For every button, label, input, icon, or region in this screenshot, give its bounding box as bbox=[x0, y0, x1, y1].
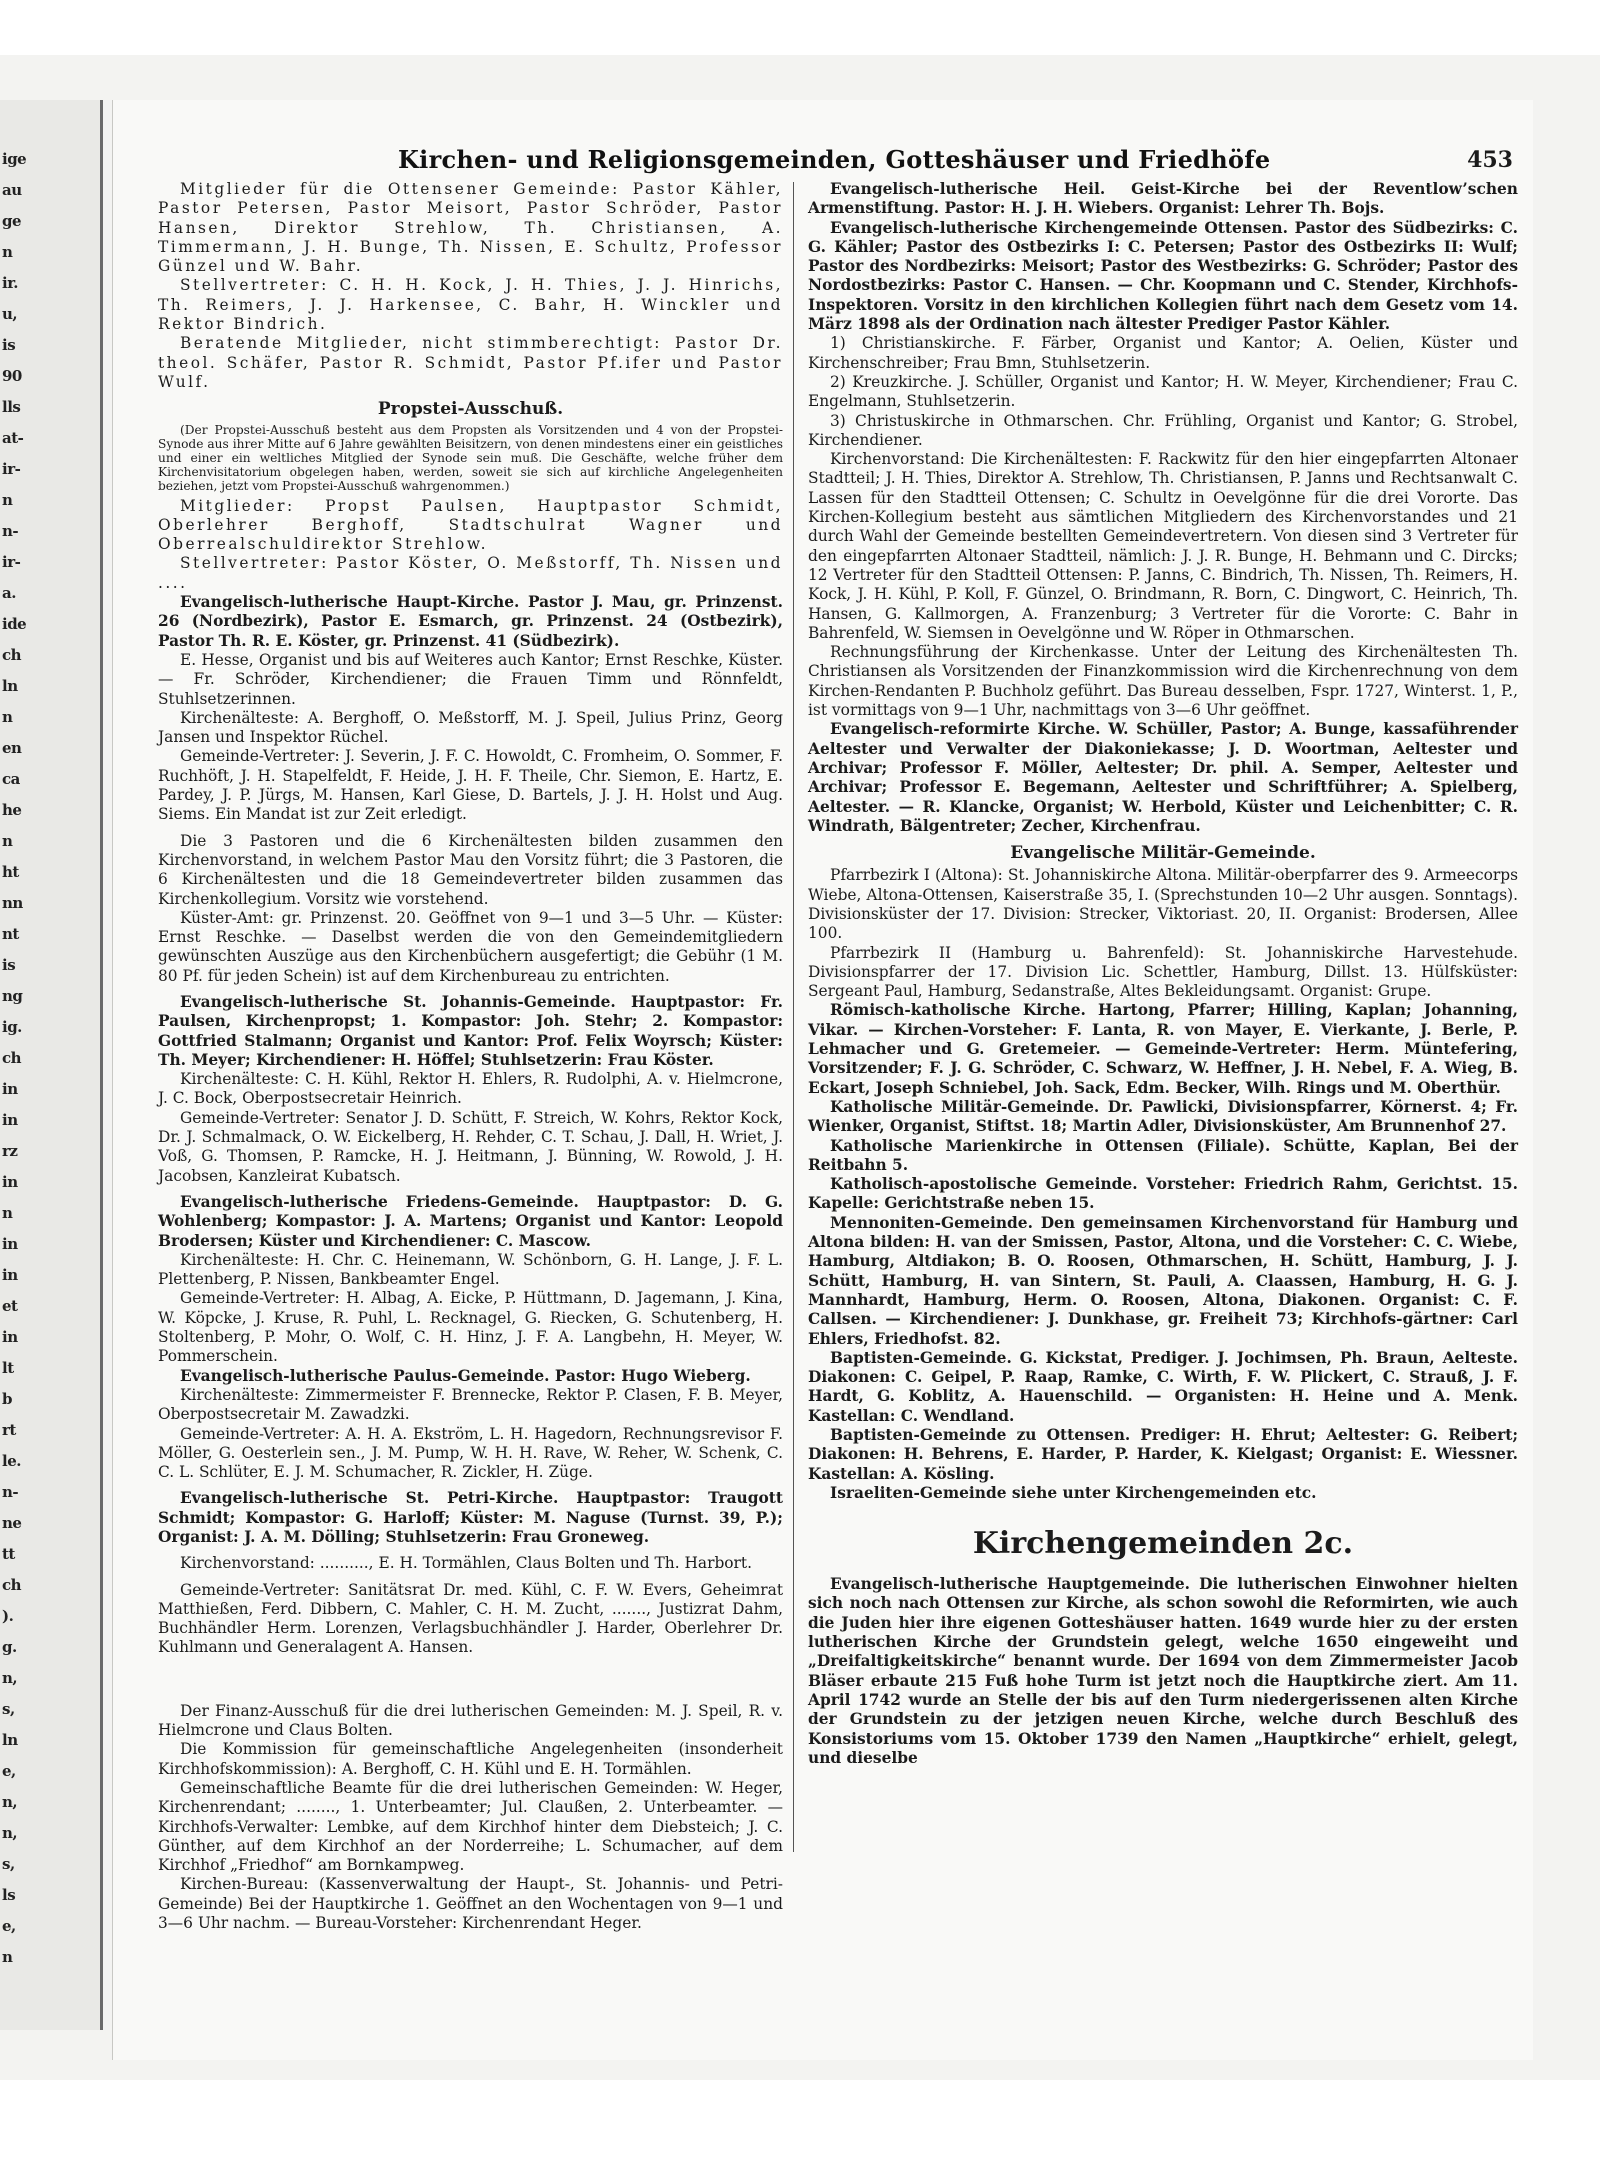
paragraph: Kirchenvorstand: .........., E. H. Tormählen, Claus Bolten und Th. Harbort. bbox=[180, 1554, 752, 1573]
strip-fragment: ir. bbox=[2, 274, 18, 292]
strip-fragment: le. bbox=[2, 1452, 21, 1470]
strip-fragment: ch bbox=[2, 646, 22, 664]
strip-fragment: n bbox=[2, 708, 13, 726]
paragraph: Die 3 Pastoren und die 6 Kirchenältesten bilden zusammen den Kirchenvorstand, in welchem Pastor Mau den Vorsitz führt; die 3 Pastoren, die 6 Kirchenältesten und die 18 Gemeindevertreter bilden zusammen das Kirchenkollegium. Vorsitz wie vorstehend. bbox=[158, 831, 783, 908]
entry-paragraph: Katholische Militär-Gemeinde. Dr. Pawlicki, Divisionspfarrer, Körnerst. 4; Fr. Wienker, Organist, Stiftst. 18; Martin Adler, Divisionsküster, Am Brunnenhof 27. bbox=[808, 1097, 1518, 1136]
paragraph: Kirchenälteste: A. Berghoff, O. Meßstorff, M. J. Speil, Julius Prinz, Georg Jansen und Inspektor Rüchel. bbox=[158, 708, 783, 747]
paragraph: Küster-Amt: gr. Prinzenst. 20. Geöffnet von 9—1 und 3—5 Uhr. — Küster: Ernst Reschke. — Daselbst werden die von den Gemeindemitgliedern gewünschten Auszüge aus den Kirchenbüchern ausgefertigt; die Gebühr (1 M. 80 Pf. für jeden Schein) ist auf dem Kirchenbureau zu entrichten. bbox=[158, 908, 783, 985]
strip-fragment: tt bbox=[2, 1545, 15, 1563]
entry-paragraph: Römisch-katholische Kirche. Hartong, Pfarrer; Hilling, Kaplan; Johanning, Vikar. — Kirchen-Vorsteher: F. Lanta, R. von Mayer, E. Vierkante, J. Berle, P. Lehmacher und G. Gretemeier. — Gemeinde-Vertreter: Herm. Müntefering, Vorsitzender; F. J. G. Schröder, C. Schwarz, W. Heffner, J. H. Nebel, F. A. Wieg, B. Eckart, Joseph Schniebel, Joh. Sack, Edm. Becker, Wilh. Rings und M. Oberthür. bbox=[808, 1001, 1518, 1097]
strip-fragment: n- bbox=[2, 1483, 19, 1501]
paragraph: Kirchenälteste: H. Chr. C. Heinemann, W. Schönborn, G. H. Lange, J. F. L. Plettenberg, P. Nissen, Bankbeamter Engel. bbox=[158, 1250, 783, 1289]
paragraph: Gemeinde-Vertreter: A. H. A. Ekström, L. H. Hagedorn, Rechnungsrevisor F. Möller, G. Oesterlein sen., J. M. Pump, W. H. H. Rave, W. Reher, W. Schenk, C. C. L. Schlüter, E. J. M. Schumacher, R. Zickler, H. Züge. bbox=[158, 1424, 783, 1482]
paragraph: Kirchenälteste: C. H. Kühl, Rektor H. Ehlers, R. Rudolphi, A. v. Hielmcrone, J. C. Bock, Oberpostsecretair Heinrich. bbox=[158, 1070, 783, 1108]
paragraph: Kirchenälteste: Zimmermeister F. Brennecke, Rektor P. Clasen, F. B. Meyer, Oberpostsecretair M. Zawadzki. bbox=[158, 1385, 783, 1424]
paragraph: Stellvertreter: Pastor Köster, O. Meßstorff, Th. Nissen und .... bbox=[158, 554, 783, 592]
strip-fragment: rz bbox=[2, 1142, 18, 1160]
paragraph: Mitglieder für die Ottensener Gemeinde: Pastor Kähler, Pastor Petersen, Pastor Meisort, Pastor Schröder, Pastor Hansen, Direktor Strehlow, Th. Christiansen, A. Timmermann, J. H. Bunge, Th. Nissen, E. Schultz, Professor Günzel und W. Bahr. bbox=[158, 180, 783, 276]
strip-fragment: n, bbox=[2, 1824, 18, 1842]
strip-fragment: n bbox=[2, 832, 13, 850]
paragraph: Gemeinde-Vertreter: Sanitätsrat Dr. med. Kühl, C. F. W. Evers, Geheimrat Matthießen, Ferd. Dibbern, C. Mahler, C. H. M. Zucht, ......., Justizrat Dahm, Buchhändler Herm. Lorenzen, Verlagsbuchhändler J. Harder, Oberlehrer Dr. Kuhlmann und Generalagent A. Hansen. bbox=[158, 1580, 783, 1657]
paragraph: Die Kommission für gemeinschaftliche Angelegenheiten (insonderheit Kirchhofskommission): A. Berghoff, C. H. Kühl und E. H. Tormählen. bbox=[158, 1740, 783, 1778]
strip-fragment: is bbox=[2, 336, 16, 354]
strip-fragment: ne bbox=[2, 1514, 22, 1532]
strip-fragment: in bbox=[2, 1235, 18, 1253]
paragraph: Gemeinschaftliche Beamte für die drei lutherischen Gemeinden: W. Heger, Kirchenrendant; ........, 1. Unterbeamter; Jul. Claußen, 2. Unterbeamter. — Kirchhofs-Verwalter: Lembke, auf dem Kirchhof hinter dem Diebsteich; J. C. Günther, auf dem Kirchhof an der Norderreihe; L. Schumacher, auf dem Kirchhof „Friedhof“ am Bornkampweg. bbox=[158, 1778, 783, 1875]
paragraph: 1) Christianskirche. F. Färber, Organist und Kantor; A. Oelien, Küster und Kirchenschreiber; Frau Bmn, Stuhlsetzerin. bbox=[808, 334, 1518, 372]
strip-fragment: in bbox=[2, 1111, 18, 1129]
strip-fragment: u, bbox=[2, 305, 18, 323]
strip-fragment: 90 bbox=[2, 367, 22, 385]
entry-paragraph: Evangelisch-lutherische Haupt-Kirche. Pastor J. Mau, gr. Prinzenst. 26 (Nordbezirk), Pastor E. Esmarch, gr. Prinzenst. 24 (Ostbezirk), Pastor Th. R. E. Köster, gr. Prinzenst. 41 (Südbezirk). bbox=[158, 593, 783, 650]
strip-fragment: ige bbox=[2, 150, 27, 168]
strip-fragment: e, bbox=[2, 1762, 16, 1780]
strip-fragment: nn bbox=[2, 894, 23, 912]
paragraph: Mitglieder: Propst Paulsen, Hauptpastor Schmidt, Oberlehrer Berghoff, Stadtschulrat Wagner und Oberrealschuldirektor Strehlow. bbox=[158, 496, 783, 554]
strip-fragment: n- bbox=[2, 522, 19, 540]
paragraph: Kirchenvorstand: Die Kirchenältesten: F. Rackwitz für den hier eingepfarrten Altonaer Stadtteil; J. H. Thies, Direktor A. Strehlow, Th. Christiansen, P. Janns und Rechtsanwalt C. Lassen für den Stadtteil Ottensen; C. Schultz in Oevelgönne für die drei Vororte. Das Kirchen-Kollegium besteht aus sämtlichen Mitgliedern des Kirchenvorstandes und 21 durch Wahl der Gemeinde bestellten Gemeindevertretern. Von diesen sind 3 Vertreter für den eingepfarrten Altonaer Stadtteil, nämlich: J. J. R. Bunge, H. Behmann und C. Dircks; 12 Vertreter für den Stadtteil Ottensen: P. Janns, C. Bindrich, Th. Nissen, Th. Reimers, H. Kock, J. H. Kühl, P. Koll, F. Günzel, O. Brindmann, R. Born, C. Dingwort, C. Heinrich, Th. Hansen, G. Kallmorgen, A. Franzenburg; 3 Vertreter für die Vororte: C. Bahr in Bahrenfeld, W. Siemsen in Oevelgönne und W. Röper in Othmarschen. bbox=[808, 450, 1518, 642]
strip-fragment: ch bbox=[2, 1049, 22, 1067]
strip-fragment: ir- bbox=[2, 553, 21, 571]
strip-fragment: n bbox=[2, 1948, 13, 1966]
strip-fragment: b bbox=[2, 1390, 12, 1408]
section-heading: Propstei-Ausschuß. bbox=[377, 399, 564, 420]
strip-fragment: in bbox=[2, 1173, 18, 1191]
document-page bbox=[112, 100, 1533, 2060]
entry-paragraph: Evangelisch-lutherische Friedens-Gemeinde. Hauptpastor: D. G. Wohlenberg; Kompastor: J. A. Martens; Organist und Kantor: Leopold Brodersen; Küster und Kirchendiener: C. Mascow. bbox=[158, 1192, 783, 1250]
strip-fragment: a. bbox=[2, 584, 16, 602]
strip-fragment: lt bbox=[2, 1359, 14, 1377]
strip-fragment: ht bbox=[2, 863, 19, 881]
paragraph: Gemeinde-Vertreter: Senator J. D. Schütt, F. Streich, W. Kohrs, Rektor Kock, Dr. J. Schmalmack, O. W. Eickelberg, H. Rehder, C. T. Schau, J. Dall, H. Wriet, J. Voß, G. Thomsen, P. Ramcke, H. J. Heitmann, J. Bünning, W. Rowold, J. H. Jacobsen, Kanzleirat Kubatsch. bbox=[158, 1108, 783, 1185]
strip-fragment: n bbox=[2, 1204, 13, 1222]
strip-fragment: ng bbox=[2, 987, 23, 1005]
strip-fragment: he bbox=[2, 801, 22, 819]
strip-fragment: n bbox=[2, 491, 13, 509]
strip-fragment: ge bbox=[2, 212, 22, 230]
left-column bbox=[158, 180, 783, 1933]
section-heading: Kirchengemeinden 2c. bbox=[972, 1526, 1354, 1562]
entry-paragraph: Mennoniten-Gemeinde. Den gemeinsamen Kirchenvorstand für Hamburg und Altona bilden: H. van der Smissen, Pastor, Altona, und die Vorsteher: C. C. Wiebe, Hamburg, Altdiakon; B. O. Roosen, Othmarschen, H. Schütt, Hamburg, J. J. Schütt, Hamburg, H. van Sintern, St. Pauli, A. Claassen, Hamburg, H. G. J. Mannhardt, Hamburg, Herm. O. Roosen, Altona, Diakonen. Organist: C. F. Callsen. — Kirchendiener: J. Dunkhase, gr. Freiheit 73; Kirchhofs-gärtner: Carl Ehlers, Friedhofst. 82. bbox=[808, 1213, 1518, 1348]
strip-fragment: ln bbox=[2, 677, 18, 695]
paragraph: Pfarrbezirk II (Hamburg u. Bahrenfeld): St. Johanniskirche Harvestehude. Divisionspfarrer der 17. Division Lic. Schettler, Hamburg, Dillst. 13. Hülfsküster: Sergeant Paul, Hamburg, Sedanstraße, Altes Bekleidungsamt. Organist: Grupe. bbox=[808, 943, 1518, 1001]
strip-fragment: ir- bbox=[2, 460, 21, 478]
entry-paragraph: Evangelisch-lutherische Heil. Geist-Kirche bei der Reventlow’schen Armenstiftung. Pastor: H. J. H. Wiebers. Organist: Lehrer Th. Bojs. bbox=[808, 180, 1518, 218]
entry-paragraph: Katholisch-apostolische Gemeinde. Vorsteher: Friedrich Rahm, Gerichtst. 15. Kapelle: Gerichtstraße neben 15. bbox=[808, 1175, 1518, 1213]
strip-fragment: et bbox=[2, 1297, 18, 1315]
note-paragraph: (Der Propstei-Ausschuß besteht aus dem Propsten als Vorsitzenden und 4 von der Propstei-Synode aus ihrer Mitte auf 6 Jahre gewählten Beisitzern, von denen mindestens einer ein geistliches und einer ein weltliches Mitglied der Synode sein muß. Die Geschäfte, welche früher dem Kirchenvisitatorium obgelegen haben, werden, soweit sie sich auf kirchliche Angelegenheiten beziehen, jetzt vom Propstei-Ausschuß wahrgenommen.) bbox=[158, 422, 783, 493]
adjacent-page-strip bbox=[0, 100, 103, 2030]
strip-fragment: s, bbox=[2, 1700, 15, 1718]
strip-fragment: s, bbox=[2, 1855, 15, 1873]
strip-fragment: ide bbox=[2, 615, 27, 633]
strip-fragment: ig. bbox=[2, 1018, 22, 1036]
strip-fragment: en bbox=[2, 739, 22, 757]
strip-fragment: ch bbox=[2, 1576, 22, 1594]
strip-fragment: au bbox=[2, 181, 22, 199]
paragraph: Gemeinde-Vertreter: J. Severin, J. F. C. Howoldt, C. Fromheim, O. Sommer, F. Ruchhöft, J. H. Stapelfeldt, F. Heide, J. H. F. Theile, Chr. Siemon, E. Hartz, E. Pardey, J. P. Jürgs, M. Hansen, Karl Giese, D. Bartels, J. J. H. Holst und Aug. Siems. Ein Mandat ist zur Zeit erledigt. bbox=[158, 747, 783, 824]
strip-fragment: ). bbox=[2, 1607, 14, 1625]
strip-fragment: n, bbox=[2, 1669, 18, 1687]
running-header bbox=[398, 145, 1513, 179]
paragraph: Der Finanz-Ausschuß für die drei lutherischen Gemeinden: M. J. Speil, R. v. Hielmcrone und Claus Bolten. bbox=[158, 1701, 783, 1740]
strip-fragment: n bbox=[2, 243, 13, 261]
paragraph: Pfarrbezirk I (Altona): St. Johanniskirche Altona. Militär-oberpfarrer des 9. Armeecorps Wiebe, Altona-Ottensen, Kaiserstraße 35, I. (Sprechstunden 10—2 Uhr ausgen. Sonntags). Divisionsküster der 17. Division: Strecker, Viktoriast. 20, II. Organist: Brodersen, Allee 100. bbox=[808, 866, 1518, 943]
strip-fragment: ls bbox=[2, 1886, 16, 1904]
entry-paragraph: Baptisten-Gemeinde. G. Kickstat, Prediger. J. Jochimsen, Ph. Braun, Aelteste. Diakonen: C. Geipel, P. Raap, Ramke, C. Wirth, F. W. Plickert, C. Strauß, J. F. Hardt, G. Koblitz, A. Hauenschild. — Organisten: H. Heine und A. Menk. Kastellan: C. Wendland. bbox=[808, 1348, 1518, 1425]
entry-paragraph: Evangelisch-lutherische Paulus-Gemeinde. Pastor: Hugo Wieberg. bbox=[180, 1366, 751, 1385]
entry-paragraph: Evangelisch-lutherische St. Johannis-Gemeinde. Hauptpastor: Fr. Paulsen, Kirchenpropst; 1. Kompastor: Joh. Stehr; 2. Kompastor: Gottfried Stalmann; Organist und Kantor: Prof. Felix Woyrsch; Küster: Th. Meyer; Kirchendiener: H. Höffel; Stuhlsetzerin: Frau Köster. bbox=[158, 992, 783, 1069]
strip-fragment: e, bbox=[2, 1917, 16, 1935]
paragraph: 3) Christuskirche in Othmarschen. Chr. Frühling, Organist und Kantor; G. Strobel, Kirchendiener. bbox=[808, 411, 1518, 449]
paragraph: Kirchen-Bureau: (Kassenverwaltung der Haupt-, St. Johannis- und Petri-Gemeinde) Bei der Hauptkirche 1. Geöffnet an den Wochentagen von 9—1 und 3—6 Uhr nachm. — Bureau-Vorsteher: Kirchenrendant Heger. bbox=[158, 1875, 783, 1933]
strip-fragment: at- bbox=[2, 429, 24, 447]
page-number: 453 bbox=[1467, 147, 1513, 173]
paragraph: Stellvertreter: C. H. H. Kock, J. H. Thies, J. J. Hinrichs, Th. Reimers, J. J. Harkensee, C. Bahr, H. Winckler und Rektor Bindrich. bbox=[158, 276, 783, 334]
entry-paragraph: Evangelisch-lutherische St. Petri-Kirche. Hauptpastor: Traugott Schmidt; Kompastor: G. Harloff; Küster: M. Naguse (Turnst. 39, P.); Organist: J. A. M. Dölling; Stuhlsetzerin: Frau Groneweg. bbox=[158, 1489, 783, 1546]
entry-paragraph: Evangelisch-lutherische Kirchengemeinde Ottensen. Pastor des Südbezirks: C. G. Kähler; Pastor des Ostbezirks I: C. Petersen; Pastor des Ostbezirks II: Wulf; Pastor des Nordbezirks: Meisort; Pastor des Westbezirks: G. Schröder; Pastor des Nordostbezirks: Pastor C. Hansen. — Chr. Koopmann und C. Stender, Kirchhofs-Inspektoren. Vorsitz in den kirchlichen Kollegien führt nach dem Gesetz vom 14. März 1898 als der Ordination nach ältester Prediger Pastor Kähler. bbox=[808, 218, 1518, 334]
paragraph: Beratende Mitglieder, nicht stimmberechtigt: Pastor Dr. theol. Schäfer, Pastor R. Schmidt, Pastor Pf.ifer und Pastor Wulf. bbox=[158, 334, 783, 391]
column-divider bbox=[793, 182, 794, 1852]
strip-fragment: g. bbox=[2, 1638, 17, 1656]
strip-fragment: in bbox=[2, 1080, 18, 1098]
strip-fragment: ln bbox=[2, 1731, 18, 1749]
section-heading: Evangelische Militär-Gemeinde. bbox=[1010, 843, 1316, 864]
strip-fragment: is bbox=[2, 956, 16, 974]
strip-fragment: nt bbox=[2, 925, 19, 943]
paragraph: 2) Kreuzkirche. J. Schüller, Organist und Kantor; H. W. Meyer, Kirchendiener; Frau C. Engelmann, Stuhlsetzerin. bbox=[808, 372, 1518, 411]
strip-fragment: in bbox=[2, 1266, 18, 1284]
right-column bbox=[808, 180, 1518, 1768]
page-title: Kirchen- und Religionsgemeinden, Gotteshäuser und Friedhöfe bbox=[398, 145, 1271, 174]
strip-fragment: n, bbox=[2, 1793, 18, 1811]
paragraph: E. Hesse, Organist und bis auf Weiteres auch Kantor; Ernst Reschke, Küster. — Fr. Schröder, Kirchendiener; die Frauen Timm und Rönnfeldt, Stuhlsetzerinnen. bbox=[158, 650, 783, 708]
paragraph: Rechnungsführung der Kirchenkasse. Unter der Leitung des Kirchenältesten Th. Christiansen als Vorsitzenden der Finanzkommission wird die Kirchenrechnung von dem Kirchen-Rendanten P. Buchholz geführt. Das Bureau desselben, Fspr. 1727, Winterst. 1, P., ist vormittags von 9—1 Uhr, nachmittags von 3—6 Uhr geöffnet. bbox=[808, 643, 1518, 720]
entry-paragraph: Evangelisch-lutherische Hauptgemeinde. Die lutherischen Einwohner hielten sich noch nach Ottensen zur Kirche, als schon sowohl die Reformirten, wie auch die Juden hier ihre eigenen Gotteshäuser hatten. 1649 wurde hier zu der ersten lutherischen Kirche der Grundstein gelegt, welche 1650 eingeweiht und „Dreifaltigkeitskirche“ benannt wurde. Der 1694 von dem Zimmermeister Jacob Bläser erbaute 215 Fuß hohe Turm ist jetzt noch die Hauptkirche ziert. Am 11. April 1742 wurde an Stelle der bis auf den Turm niedergerissenen alten Kirche der Grundstein zu der jetzigen neuen Kirche, welche durch Beschluß des Konsistoriums vom 15. Oktober 1739 den Namen „Hauptkirche“ erhielt, gelegt, und dieselbe bbox=[808, 1575, 1518, 1767]
entry-paragraph: Israeliten-Gemeinde siehe unter Kirchengemeinden etc. bbox=[830, 1483, 1317, 1502]
strip-fragment: in bbox=[2, 1328, 18, 1346]
strip-fragment: rt bbox=[2, 1421, 16, 1439]
entry-paragraph: Evangelisch-reformirte Kirche. W. Schüller, Pastor; A. Bunge, kassaführender Aeltester und Verwalter der Diakoniekasse; J. D. Woortman, Aeltester und Archivar; Professor F. Möller, Aeltester; Dr. phil. A. Semper, Aeltester und Archivar; Professor E. Begemann, Aeltester und Schriftführer; A. Spielberg, Aeltester. — R. Klancke, Organist; W. Herbold, Küster und Leichenbitter; C. R. Windrath, Bälgentreter; Zecher, Kirchenfrau. bbox=[808, 720, 1518, 835]
entry-paragraph: Katholische Marienkirche in Ottensen (Filiale). Schütte, Kaplan, Bei der Reitbahn 5. bbox=[808, 1136, 1518, 1174]
entry-paragraph: Baptisten-Gemeinde zu Ottensen. Prediger: H. Ehrut; Aeltester: G. Reibert; Diakonen: H. Behrens, E. Harder, P. Harder, K. Kielgast; Organist: E. Wiessner. Kastellan: A. Kösling. bbox=[808, 1426, 1518, 1483]
strip-fragment: ca bbox=[2, 770, 20, 788]
paragraph-separator bbox=[158, 1658, 783, 1682]
strip-fragment: lls bbox=[2, 398, 21, 416]
paragraph: Gemeinde-Vertreter: H. Albag, A. Eicke, P. Hüttmann, D. Jagemann, J. Kina, W. Köpcke, J. Kruse, R. Puhl, L. Recknagel, G. Riecken, G. Schutenberg, H. Stoltenberg, P. Mohr, O. Wolf, C. H. Hinz, J. F. A. Langbehn, H. Meyer, W. Pommerschein. bbox=[158, 1289, 783, 1366]
